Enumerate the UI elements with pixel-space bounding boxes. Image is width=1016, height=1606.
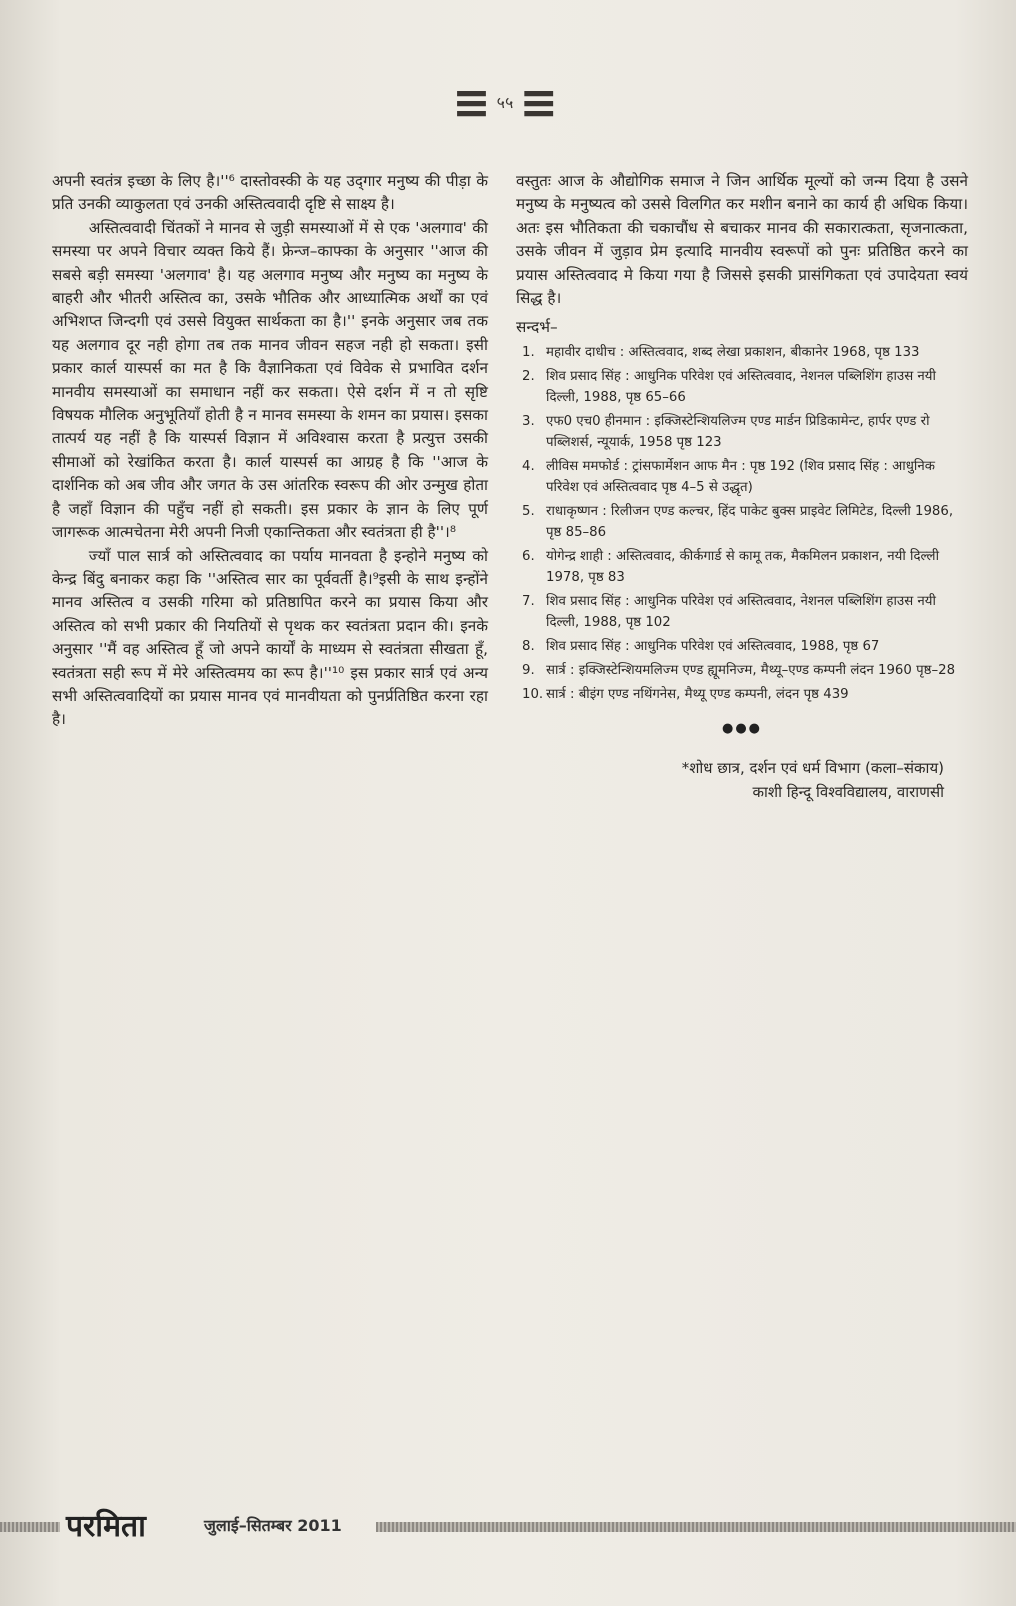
right-column <box>516 170 968 804</box>
references-list <box>516 342 968 705</box>
reference-item: 4. लीविस ममफोर्ड : ट्रांसफार्मेशन आफ मैन : पृष्ठ 192 (शिव प्रसाद सिंह : आधुनिक परिवेश एवं अस्तित्ववाद पृष्ठ 4–5 से उद्धृत) <box>522 458 935 495</box>
affiliation-line-2: काशी हिन्दू विश्वविद्यालय, वाराणसी <box>752 783 944 802</box>
left-column <box>52 170 488 732</box>
reference-item: 1. महावीर दाधीच : अस्तित्ववाद, शब्द लेखा प्रकाशन, बीकानेर 1968, पृष्ठ 133 <box>522 344 920 360</box>
page-footer <box>0 1502 1016 1546</box>
reference-item: 5. राधाकृष्णन : रिलीजन एण्ड कल्चर, हिंद पाकेट बुक्स प्राइवेट लिमिटेड, दिल्ली 1986, पृष्ठ 85–86 <box>522 503 954 540</box>
left-paragraph-1: अपनी स्वतंत्र इच्छा के लिए है।''⁶ दास्तोवस्की के यह उद्‌गार मनुष्य की पीड़ा के प्रति उनकी व्याकुलता एवं उनकी अस्तित्ववादी दृष्टि से साक्ष्य है। <box>52 172 488 214</box>
left-paragraph-2: अस्तित्ववादी चिंतकों ने मानव से जुड़ी समस्याओं में से एक 'अलगाव' की समस्या पर अपने विचार व्यक्त किये हैं। फ्रेन्ज–काफ्का के अनुसार ''आज की सबसे बड़ी समस्या 'अलगाव' है। यह अलगाव मनुष्य और मनुष्य का मनुष्य के बाहरी और भीतरी अस्तित्व का, उसके भौतिक और आध्यात्मिक अर्थों का एवं अभिशप्त जिन्दगी एवं उससे वियुक्त सार्थकता का है।'' इनके अनुसार जब तक यह अलगाव दूर नही होगा तब तक मानव जीवन सहज नही हो सकता। इसी प्रकार कार्ल यास्पर्स का मत है कि वैज्ञानिकता एवं विवेक से प्रभावित दर्शन मानवीय समस्याओं का समाधान नहीं कर सकता। ऐसे दर्शन में न तो सृष्टि विषयक मौलिक अनुभूतियाँ होती है न मानव समस्या के शमन का प्रयास। इसका तात्पर्य यह नहीं है कि यास्पर्स विज्ञान में अविश्वास करता है प्रत्युत्त उसकी सीमाओं को रेखांकित करता है। कार्ल यास्पर्स का आग्रह है कि ''आज के दार्शनिक को अब जीव और जगत के उस आंतरिक स्वरूप की ओर उन्मुख होता है जहाँ विज्ञान की पहुँच नहीं हो सकती। इस प्रकार के ज्ञान के लिए पूर्ण जागरूक आत्मचेतना मेरी अपनी निजी एकान्तिकता और स्वतंत्रता ही है''।⁸ <box>52 218 488 542</box>
issue-date: जुलाई–सितम्बर 2011 <box>204 1516 342 1535</box>
reference-item: 10. सार्त्र : बीइंग एण्ड नथिंगनेस, मैथ्यू एण्ड कम्पनी, लंदन पृष्ठ 439 <box>522 686 849 702</box>
affiliation-line-1: *शोध छात्र, दर्शन एवं धर्म विभाग (कला–संकाय) <box>681 759 944 778</box>
reference-item: 9. सार्त्र : इक्जिस्टेन्शियमलिज्म एण्ड ह्यूमनिज्म, मैथ्यू–एण्ड कम्पनी लंदन 1960 पृष्ठ–28 <box>522 662 956 678</box>
footer-rule-left <box>0 1522 60 1532</box>
right-paragraph-1: वस्तुतः आज के औद्योगिक समाज ने जिन आर्थिक मूल्यों को जन्म दिया है उसने मनुष्य के मनुष्यत्व को उससे विलगित कर मशीन बनाने का कार्य ही अधिक किया। अतः इस भौतिकता की चकाचौंध से बचाकर मानव की सकारात्कता, सृजनात्कता, उसके जीवन में जुड़ाव प्रेम इत्यादि मानवीय स्वरूपों को पुनः प्रतिष्ठित करने का प्रयास अस्तित्ववाद मे किया गया है जिससे इसकी प्रासंगिकता एवं उपादेयता स्वयं सिद्ध है। <box>516 172 968 308</box>
right-ornament: ≡ <box>519 75 558 129</box>
references-heading: सन्दर्भ– <box>516 318 558 337</box>
author-affiliation <box>516 756 968 804</box>
reference-item: 7. शिव प्रसाद सिंह : आधुनिक परिवेश एवं अस्तित्ववाद, नेशनल पब्लिशिंग हाउस नयी दिल्ली, 1988, पृष्ठ 102 <box>522 593 936 630</box>
reference-item: 8. शिव प्रसाद सिंह : आधुनिक परिवेश एवं अस्तित्ववाद, 1988, पृष्ठ 67 <box>522 638 880 654</box>
page-number-header <box>430 72 580 132</box>
reference-item: 2. शिव प्रसाद सिंह : आधुनिक परिवेश एवं अस्तित्ववाद, नेशनल पब्लिशिंग हाउस नयी दिल्ली, 1988, पृष्ठ 65–66 <box>522 368 936 405</box>
reference-item: 3. एफ0 एच0 हीनमान : इक्जिस्टेन्शियलिज्म एण्ड मार्डन प्रिडिकामेन्ट, हार्पर एण्ड रो पब्लिशर्स, न्यूयार्क, 1958 पृष्ठ 123 <box>522 413 930 450</box>
left-ornament: ≡ <box>452 75 491 129</box>
footer-rule-right <box>376 1522 1016 1532</box>
journal-logo: परमिता <box>66 1509 146 1544</box>
left-paragraph-3: ज्याँ पाल सार्त्र को अस्तित्ववाद का पर्याय मानवता है इन्होने मनुष्य को केन्द्र बिंदु बनाकर कहा कि ''अस्तित्व सार का पूर्ववर्ती है।⁹इसी के साथ इन्होंने मानव अस्तित्व व उसकी गरिमा को प्रतिष्ठापित करने का प्रयास किया और अस्तित्व को सभी प्रकार की नियतियों से पृथक कर स्वतंत्रता प्रदान की। इनके अनुसार ''मैं वह अस्तित्व हूँ जो अपने कार्यों के माध्यम से स्वतंत्रता सीखता हूँ, स्वतंत्रता सही रूप में मेरे अस्तित्वमय का रूप है।''¹⁰ इस प्रकार सार्त्र एवं अन्य सभी अस्तित्ववादियों का प्रयास मानव एवं मानवीयता को पुनर्प्रतिष्ठित करना रहा है। <box>52 546 488 729</box>
section-separator: ●●● <box>721 720 763 736</box>
page-number: ५५ <box>496 93 514 112</box>
reference-item: 6. योगेन्द्र शाही : अस्तित्ववाद, कीर्कगार्ड से कामू तक, मैकमिलन प्रकाशन, नयी दिल्ली 1978, पृष्ठ 83 <box>522 548 940 585</box>
